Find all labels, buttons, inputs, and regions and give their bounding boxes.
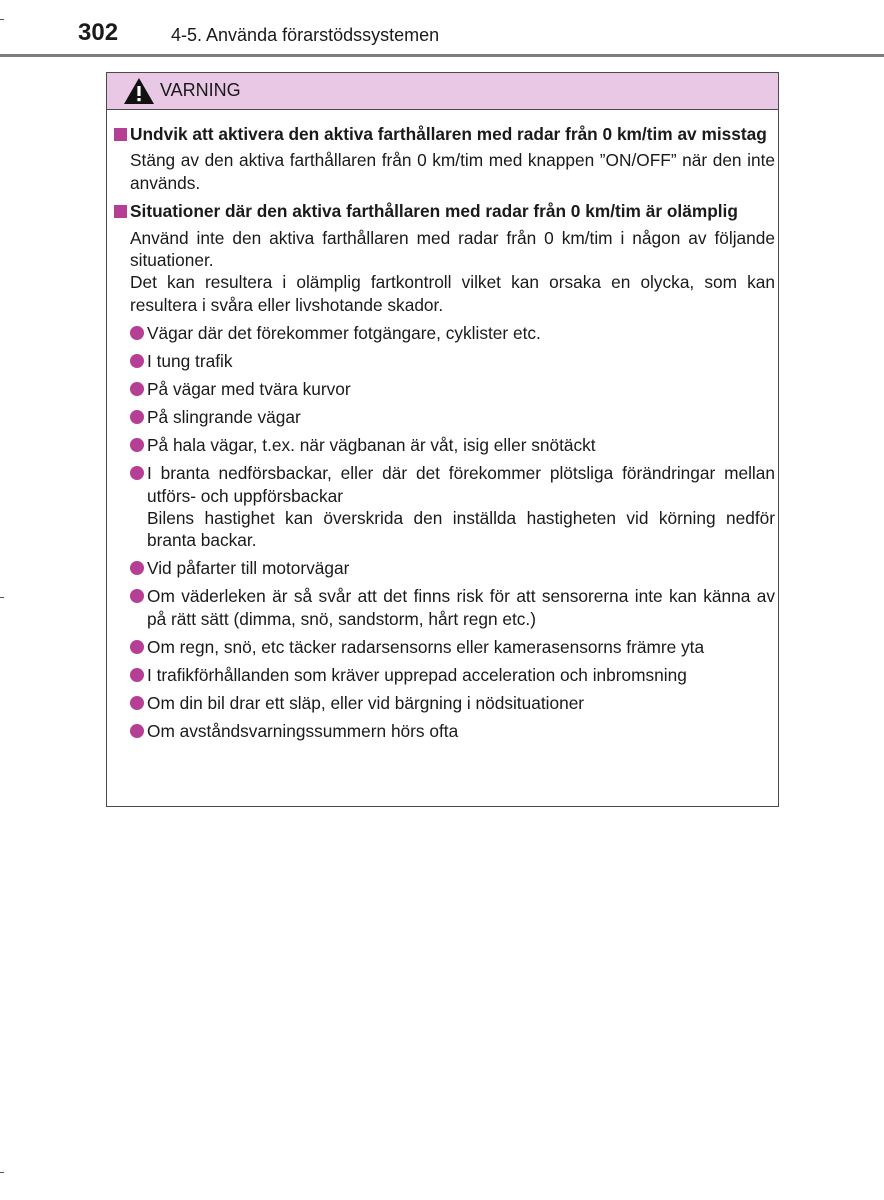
list-item bbox=[113, 636, 775, 658]
list-item-text: På hala vägar, t.ex. när vägbanan är våt, isig eller snötäckt bbox=[147, 435, 596, 456]
section-heading bbox=[113, 123, 775, 145]
list-item-text: Vägar där det förekommer fotgängare, cyklister etc. bbox=[147, 323, 541, 344]
list-item bbox=[113, 322, 775, 344]
circle-bullet-icon bbox=[130, 668, 144, 682]
circle-bullet-icon bbox=[130, 466, 144, 480]
section-title: 4-5. Använda förarstödssystemen bbox=[171, 25, 440, 45]
circle-bullet-icon bbox=[130, 354, 144, 368]
list-item-text: Vid påfarter till motorvägar bbox=[147, 558, 350, 579]
list-item-text: Om avståndsvarningssummern hörs ofta bbox=[147, 720, 459, 741]
circle-bullet-icon bbox=[130, 410, 144, 424]
section-heading-text: Undvik att aktivera den aktiva farthållaren med radar från 0 km/tim av misstag bbox=[130, 124, 767, 144]
page-number: 302 bbox=[78, 19, 119, 46]
list-item bbox=[113, 557, 775, 579]
section-heading-text: Situationer där den aktiva farthållaren med radar från 0 km/tim är olämplig bbox=[130, 201, 738, 222]
paragraph: Stäng av den aktiva farthållaren från 0 km/tim med knappen ”ON/OFF” när den inte används. bbox=[130, 150, 775, 193]
page-header bbox=[0, 0, 884, 58]
list-item bbox=[113, 406, 775, 428]
warning-box bbox=[106, 72, 779, 807]
crop-mark bbox=[0, 597, 4, 598]
circle-bullet-icon bbox=[130, 561, 144, 575]
crop-mark bbox=[0, 19, 4, 20]
circle-bullet-icon bbox=[130, 326, 144, 340]
circle-bullet-icon bbox=[130, 438, 144, 452]
warning-triangle-icon bbox=[123, 77, 155, 105]
list-item bbox=[113, 350, 775, 372]
list-item-text: I branta nedförsbackar, eller där det förekommer plötsliga förändringar mellan utförs- och uppförsbackar bbox=[147, 463, 775, 506]
warning-header bbox=[107, 73, 778, 110]
list-item bbox=[113, 462, 775, 552]
list-item-note: Bilens hastighet kan överskrida den inställda hastigheten vid körning nedför branta backar. bbox=[147, 508, 775, 551]
list-item-text: Om din bil drar ett släp, eller vid bärgning i nödsituationer bbox=[147, 692, 585, 713]
crop-mark bbox=[0, 1172, 4, 1173]
list-item bbox=[113, 664, 775, 686]
list-item-text: Om regn, snö, etc täcker radarsensorns eller kamerasensorns främre yta bbox=[147, 636, 705, 657]
circle-bullet-icon bbox=[130, 724, 144, 738]
situation-list bbox=[113, 322, 775, 742]
paragraph: Det kan resultera i olämplig fartkontroll vilket kan orsaka en olycka, som kan resultera i svåra eller livshotande skador. bbox=[130, 272, 775, 315]
header-divider bbox=[0, 54, 884, 57]
warning-content bbox=[113, 123, 775, 748]
list-item bbox=[113, 434, 775, 456]
section-heading bbox=[113, 200, 775, 222]
list-item bbox=[113, 720, 775, 742]
circle-bullet-icon bbox=[130, 696, 144, 710]
list-item bbox=[113, 378, 775, 400]
list-item-text: Om väderleken är så svår att det finns risk för att sensorerna inte kan känna av på rätt sätt (dimma, snö, sandstorm, hårt regn etc.) bbox=[147, 586, 775, 629]
circle-bullet-icon bbox=[130, 589, 144, 603]
list-item-text: På slingrande vägar bbox=[147, 407, 301, 428]
circle-bullet-icon bbox=[130, 640, 144, 654]
list-item-text: På vägar med tvära kurvor bbox=[147, 379, 351, 400]
list-item bbox=[113, 585, 775, 630]
square-bullet-icon bbox=[114, 128, 127, 141]
list-item-text: I tung trafik bbox=[147, 351, 233, 372]
circle-bullet-icon bbox=[130, 382, 144, 396]
list-item-text: I trafikförhållanden som kräver upprepad acceleration och inbromsning bbox=[147, 664, 687, 685]
warning-title: VARNING bbox=[160, 80, 241, 100]
list-item bbox=[113, 692, 775, 714]
paragraph: Använd inte den aktiva farthållaren med radar från 0 km/tim i någon av följande situationer. bbox=[130, 227, 775, 271]
square-bullet-icon bbox=[114, 205, 127, 218]
